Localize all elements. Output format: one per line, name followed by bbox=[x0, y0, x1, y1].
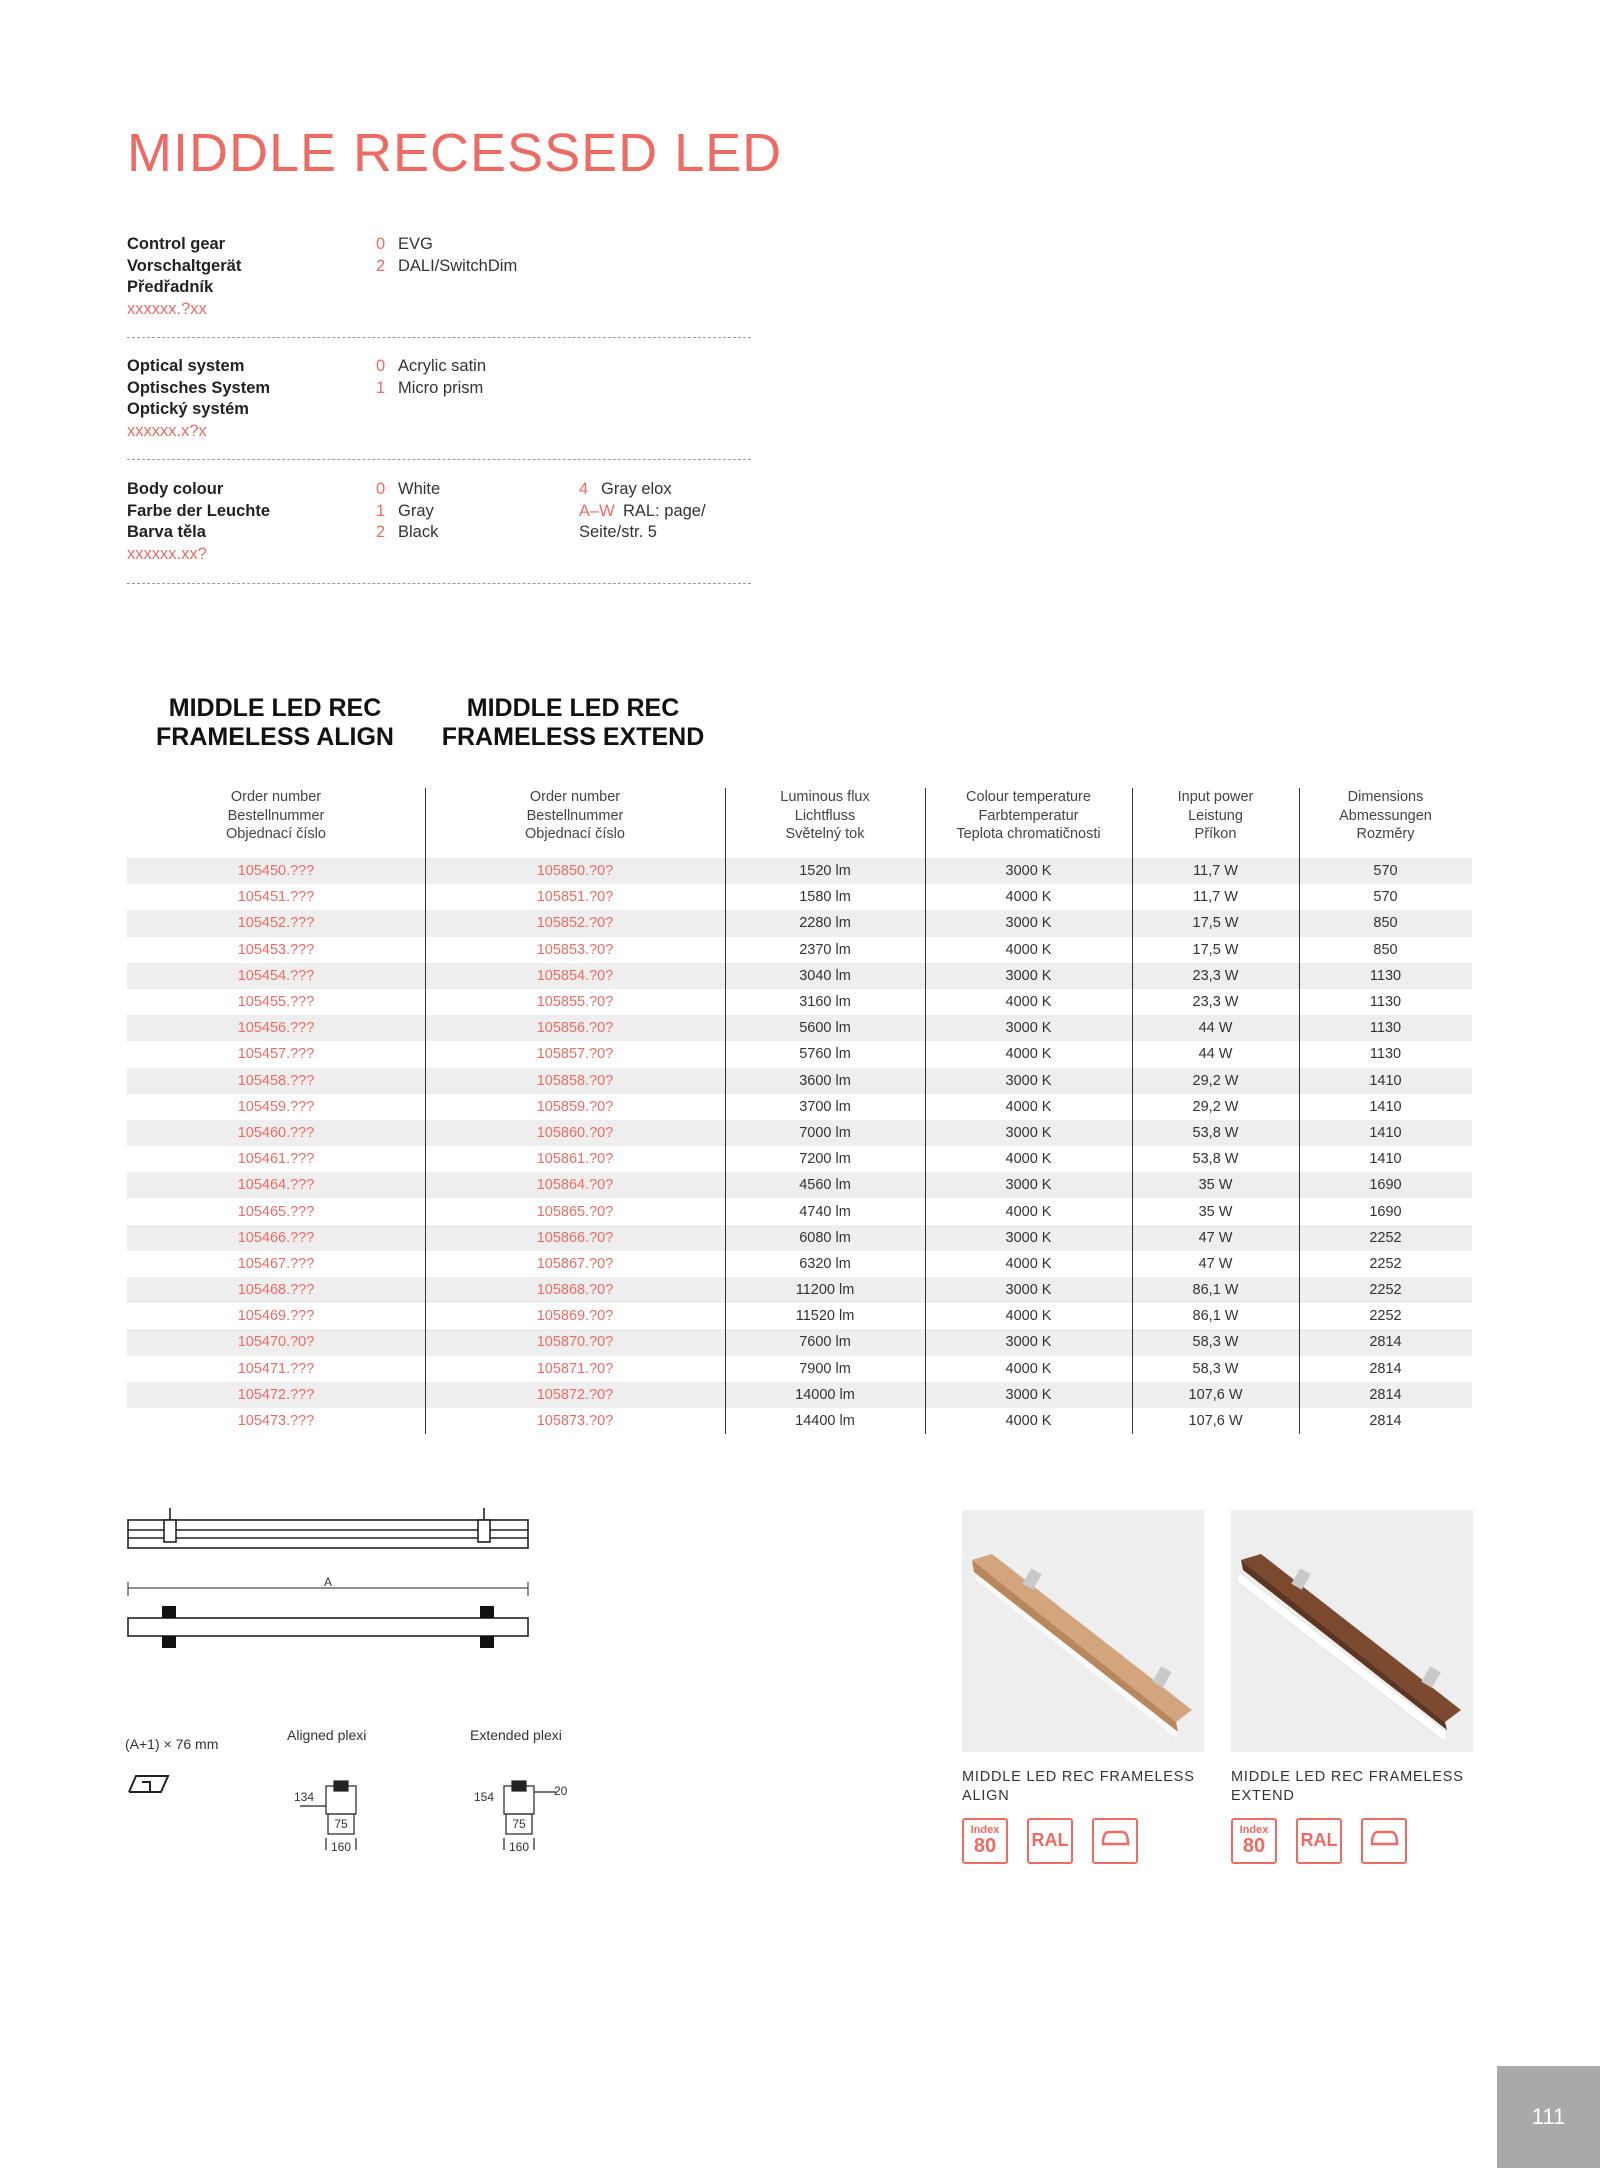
model-title-line: FRAMELESS EXTEND bbox=[441, 723, 705, 751]
column-header-line: Objednací číslo bbox=[226, 826, 326, 842]
column-header bbox=[1299, 788, 1472, 858]
order-number-cell: 105460.??? bbox=[237, 1124, 315, 1141]
table-cell: 4740 lm bbox=[799, 1203, 851, 1220]
column-header-line: Příkon bbox=[1194, 826, 1237, 842]
table-cell: 1580 lm bbox=[799, 889, 851, 906]
table-cell: 1410 bbox=[1369, 1124, 1402, 1141]
model-title-line: MIDDLE LED REC bbox=[466, 694, 680, 722]
table-cell: 570 bbox=[1373, 889, 1398, 906]
table-row bbox=[127, 1094, 1472, 1120]
body-colour-options bbox=[376, 479, 440, 544]
option-number: 1 bbox=[376, 501, 386, 520]
table-cell: 29,2 W bbox=[1192, 1072, 1239, 1089]
column-header-line: Colour temperature bbox=[966, 789, 1091, 805]
table-cell: 58,3 W bbox=[1192, 1334, 1239, 1351]
order-number-cell: 105459.??? bbox=[237, 1098, 315, 1115]
table-cell: 4000 K bbox=[1005, 1413, 1052, 1430]
table-cell: 17,5 W bbox=[1192, 915, 1239, 932]
table-cell: 11200 lm bbox=[795, 1282, 855, 1299]
option-item bbox=[376, 234, 517, 256]
optical-label-cz: Optický systém bbox=[127, 400, 249, 418]
option-text: Gray elox bbox=[601, 480, 672, 498]
option-text: Micro prism bbox=[398, 378, 484, 397]
optical-system-block bbox=[127, 356, 751, 460]
order-number-cell: 105867.?0? bbox=[536, 1255, 614, 1272]
product-name-line: ALIGN bbox=[962, 1788, 1010, 1804]
column-divider bbox=[1132, 788, 1133, 1434]
table-cell: 2280 lm bbox=[799, 915, 851, 932]
table-cell: 23,3 W bbox=[1192, 967, 1239, 984]
body-colour-code: xxxxxx.xx? bbox=[127, 544, 207, 563]
table-cell: 7000 lm bbox=[799, 1124, 851, 1141]
column-header-line: Leistung bbox=[1188, 807, 1243, 824]
column-header-line: Rozměry bbox=[1356, 826, 1415, 842]
column-header-line: Luminous flux bbox=[780, 789, 870, 805]
order-number-cell: 105464.??? bbox=[237, 1177, 315, 1194]
option-item bbox=[579, 501, 706, 523]
table-row bbox=[127, 1408, 1472, 1434]
table-cell: 4000 K bbox=[1005, 1255, 1052, 1272]
order-number-cell: 105856.?0? bbox=[536, 1020, 614, 1037]
table-cell: 3000 K bbox=[1005, 1229, 1052, 1246]
table-row bbox=[127, 1225, 1472, 1251]
option-number: 1 bbox=[376, 378, 386, 397]
control-gear-labels bbox=[127, 234, 241, 320]
extended-plexi-label: Extended plexi bbox=[470, 1727, 562, 1743]
control-gear-options bbox=[376, 234, 517, 277]
table-cell: 6080 lm bbox=[799, 1229, 851, 1246]
column-divider bbox=[725, 788, 726, 1434]
order-number-cell: 105871.?0? bbox=[536, 1360, 614, 1377]
column-header-line: Bestellnummer bbox=[227, 807, 325, 824]
dim-label: 160 bbox=[330, 1840, 352, 1854]
option-item bbox=[376, 256, 517, 278]
dim-label: 134 bbox=[294, 1790, 315, 1804]
product-table bbox=[127, 788, 1472, 1434]
column-header bbox=[1132, 788, 1299, 858]
badge-small-text: Index bbox=[1239, 1824, 1269, 1836]
option-text: Seite/str. 5 bbox=[579, 523, 657, 541]
order-number-cell: 105854.?0? bbox=[536, 967, 614, 984]
table-cell: 14400 lm bbox=[795, 1413, 855, 1430]
model-title-line: MIDDLE LED REC bbox=[168, 694, 382, 722]
order-number-cell: 105868.?0? bbox=[536, 1282, 614, 1299]
column-header-line: Dimensions bbox=[1347, 789, 1424, 805]
model-title-extend bbox=[430, 694, 716, 752]
badge-ral-text: RAL bbox=[1300, 1830, 1338, 1850]
body-colour-options-2 bbox=[579, 479, 706, 544]
column-header-line: Abmessungen bbox=[1339, 807, 1432, 824]
option-text: Acrylic satin bbox=[398, 357, 487, 375]
table-cell: 44 W bbox=[1198, 1046, 1233, 1063]
table-cell: 4000 K bbox=[1005, 1098, 1052, 1115]
body-colour-label-en: Body colour bbox=[127, 480, 224, 498]
option-item bbox=[376, 501, 440, 523]
body-colour-block bbox=[127, 479, 751, 584]
dim-label: 160 bbox=[508, 1840, 530, 1854]
table-cell: 2252 bbox=[1369, 1229, 1402, 1246]
order-number-cell: 105471.??? bbox=[237, 1360, 315, 1377]
table-cell: 4000 K bbox=[1005, 889, 1052, 906]
table-row bbox=[127, 884, 1472, 910]
cri-index-icon bbox=[962, 1818, 1008, 1864]
column-header bbox=[425, 788, 725, 858]
table-header bbox=[127, 788, 1472, 858]
option-text: RAL: page/ bbox=[623, 501, 706, 520]
order-number-cell: 105461.??? bbox=[237, 1151, 315, 1168]
order-number-cell: 105467.??? bbox=[237, 1255, 315, 1272]
table-row bbox=[127, 1382, 1472, 1408]
option-text: EVG bbox=[398, 235, 433, 253]
badge-big-text: 80 bbox=[1242, 1835, 1266, 1857]
table-cell: 35 W bbox=[1198, 1203, 1233, 1220]
option-text: White bbox=[398, 480, 441, 498]
badge-ral-text: RAL bbox=[1031, 1830, 1069, 1850]
option-item bbox=[376, 479, 440, 501]
table-row bbox=[127, 1172, 1472, 1198]
order-number-cell: 105455.??? bbox=[237, 994, 315, 1011]
product-name-line: MIDDLE LED REC FRAMELESS bbox=[962, 1769, 1195, 1785]
column-header bbox=[725, 788, 925, 858]
model-title-line: FRAMELESS ALIGN bbox=[156, 723, 394, 751]
order-number-cell: 105454.??? bbox=[237, 967, 315, 984]
table-cell: 3700 lm bbox=[799, 1098, 851, 1115]
table-cell: 5600 lm bbox=[799, 1020, 851, 1037]
product-name-extend bbox=[1231, 1768, 1464, 1806]
table-cell: 35 W bbox=[1198, 1177, 1233, 1194]
table-row bbox=[127, 963, 1472, 989]
table-cell: 4000 K bbox=[1005, 1203, 1052, 1220]
table-cell: 2814 bbox=[1369, 1386, 1402, 1403]
table-cell: 29,2 W bbox=[1192, 1098, 1239, 1115]
order-number-cell: 105873.?0? bbox=[536, 1413, 614, 1430]
column-header-line: Order number bbox=[230, 789, 322, 805]
column-header-line: Farbtemperatur bbox=[978, 807, 1079, 824]
table-cell: 53,8 W bbox=[1192, 1151, 1239, 1168]
order-number-cell: 105468.??? bbox=[237, 1282, 315, 1299]
table-cell: 3000 K bbox=[1005, 915, 1052, 932]
order-number-cell: 105860.?0? bbox=[536, 1124, 614, 1141]
table-body bbox=[127, 858, 1472, 1434]
table-cell: 3000 K bbox=[1005, 1334, 1052, 1351]
table-cell: 58,3 W bbox=[1192, 1360, 1239, 1377]
order-number-cell: 105470.?0? bbox=[237, 1334, 315, 1351]
control-gear-block bbox=[127, 234, 751, 338]
order-number-cell: 105869.?0? bbox=[536, 1308, 614, 1325]
control-gear-code: xxxxxx.?xx bbox=[127, 299, 207, 318]
table-cell: 2252 bbox=[1369, 1282, 1402, 1299]
order-number-cell: 105458.??? bbox=[237, 1072, 315, 1089]
body-colour-labels bbox=[127, 479, 270, 565]
table-cell: 53,8 W bbox=[1192, 1124, 1239, 1141]
table-cell: 3000 K bbox=[1005, 1386, 1052, 1403]
extended-plexi-section bbox=[470, 1778, 580, 1858]
dimension-a-label: A bbox=[323, 1575, 333, 1589]
table-cell: 5760 lm bbox=[799, 1046, 851, 1063]
order-number-cell: 105872.?0? bbox=[536, 1386, 614, 1403]
control-gear-label-en: Control gear bbox=[127, 235, 226, 253]
table-row bbox=[127, 1015, 1472, 1041]
table-row bbox=[127, 989, 1472, 1015]
optical-options bbox=[376, 356, 486, 399]
order-number-cell: 105466.??? bbox=[237, 1229, 315, 1246]
product-photo-extend bbox=[1231, 1510, 1473, 1752]
badge-small-text: Index bbox=[970, 1824, 1000, 1836]
order-number-cell: 105469.??? bbox=[237, 1308, 315, 1325]
order-number-cell: 105472.??? bbox=[237, 1386, 315, 1403]
table-cell: 4560 lm bbox=[799, 1177, 851, 1194]
option-number: A–W bbox=[579, 501, 615, 520]
order-number-cell: 105859.?0? bbox=[536, 1098, 614, 1115]
table-cell: 3040 lm bbox=[799, 967, 851, 984]
table-row bbox=[127, 1146, 1472, 1172]
table-cell: 2814 bbox=[1369, 1360, 1402, 1377]
table-cell: 14000 lm bbox=[795, 1386, 855, 1403]
cri-index-icon bbox=[1231, 1818, 1277, 1864]
cutout-icon bbox=[126, 1770, 172, 1798]
order-number-cell: 105853.?0? bbox=[536, 941, 614, 958]
option-number: 0 bbox=[376, 480, 386, 498]
table-cell: 1410 bbox=[1369, 1098, 1402, 1115]
table-cell: 23,3 W bbox=[1192, 994, 1239, 1011]
table-cell: 4000 K bbox=[1005, 1308, 1052, 1325]
option-text: Black bbox=[398, 523, 439, 541]
order-number-cell: 105473.??? bbox=[237, 1413, 315, 1430]
product-photo-align bbox=[962, 1510, 1204, 1752]
table-cell: 4000 K bbox=[1005, 1046, 1052, 1063]
table-row bbox=[127, 1251, 1472, 1277]
table-row bbox=[127, 1277, 1472, 1303]
optical-code: xxxxxx.x?x bbox=[127, 421, 207, 440]
ral-icon bbox=[1027, 1818, 1073, 1864]
option-item bbox=[376, 378, 486, 400]
column-header-line: Lichtfluss bbox=[794, 807, 856, 824]
table-cell: 3000 K bbox=[1005, 863, 1052, 880]
table-cell: 2814 bbox=[1369, 1413, 1402, 1430]
recessed-mount-icon bbox=[1361, 1818, 1407, 1864]
table-row bbox=[127, 1198, 1472, 1224]
page-title: MIDDLE RECESSED LED bbox=[127, 123, 783, 183]
table-cell: 1410 bbox=[1369, 1072, 1402, 1089]
body-colour-label-de: Farbe der Leuchte bbox=[127, 501, 271, 520]
control-gear-label-de: Vorschaltgerät bbox=[127, 256, 242, 275]
order-number-cell: 105465.??? bbox=[237, 1203, 315, 1220]
table-cell: 4000 K bbox=[1005, 1360, 1052, 1377]
order-number-cell: 105451.??? bbox=[237, 889, 315, 906]
table-cell: 7900 lm bbox=[799, 1360, 851, 1377]
table-cell: 4000 K bbox=[1005, 941, 1052, 958]
order-number-cell: 105857.?0? bbox=[536, 1046, 614, 1063]
column-divider bbox=[425, 788, 426, 1434]
table-cell: 1690 bbox=[1369, 1203, 1402, 1220]
dim-label: 75 bbox=[334, 1817, 348, 1831]
table-cell: 4000 K bbox=[1005, 1151, 1052, 1168]
column-divider bbox=[1299, 788, 1300, 1434]
table-cell: 850 bbox=[1373, 915, 1398, 932]
table-cell: 86,1 W bbox=[1192, 1282, 1239, 1299]
table-cell: 107,6 W bbox=[1188, 1413, 1243, 1430]
table-cell: 4000 K bbox=[1005, 994, 1052, 1011]
product-name-line: MIDDLE LED REC FRAMELESS bbox=[1231, 1769, 1464, 1785]
table-cell: 1130 bbox=[1369, 994, 1402, 1011]
table-cell: 47 W bbox=[1198, 1229, 1233, 1246]
table-row bbox=[127, 937, 1472, 963]
order-number-cell: 105864.?0? bbox=[536, 1177, 614, 1194]
table-cell: 850 bbox=[1373, 941, 1398, 958]
option-number: 2 bbox=[376, 256, 386, 275]
table-cell: 2814 bbox=[1369, 1334, 1402, 1351]
table-cell: 3000 K bbox=[1005, 1072, 1052, 1089]
table-cell: 1690 bbox=[1369, 1177, 1402, 1194]
option-item bbox=[579, 479, 706, 501]
product-name-align bbox=[962, 1768, 1195, 1806]
order-number-cell: 105851.?0? bbox=[536, 889, 614, 906]
control-gear-label-cz: Předřadník bbox=[127, 278, 214, 296]
ral-icon bbox=[1296, 1818, 1342, 1864]
column-divider bbox=[925, 788, 926, 1434]
table-cell: 44 W bbox=[1198, 1020, 1233, 1037]
order-number-cell: 105866.?0? bbox=[536, 1229, 614, 1246]
dim-label: 75 bbox=[512, 1817, 526, 1831]
table-cell: 11,7 W bbox=[1193, 863, 1238, 880]
table-row bbox=[127, 910, 1472, 936]
table-cell: 3160 lm bbox=[799, 994, 851, 1011]
aligned-plexi-label: Aligned plexi bbox=[287, 1727, 367, 1743]
table-cell: 3600 lm bbox=[799, 1072, 851, 1089]
optical-label-de: Optisches System bbox=[127, 378, 271, 397]
order-number-cell: 105861.?0? bbox=[536, 1151, 614, 1168]
column-header-line: Světelný tok bbox=[785, 826, 865, 842]
order-number-cell: 105855.?0? bbox=[536, 994, 614, 1011]
table-row bbox=[127, 1068, 1472, 1094]
table-row bbox=[127, 1356, 1472, 1382]
option-item bbox=[579, 522, 706, 544]
dim-label: 154 bbox=[474, 1790, 495, 1804]
body-colour-label-cz: Barva těla bbox=[127, 523, 206, 541]
order-number-cell: 105865.?0? bbox=[536, 1203, 614, 1220]
table-cell: 6320 lm bbox=[799, 1255, 851, 1272]
table-cell: 7600 lm bbox=[799, 1334, 851, 1351]
option-number: 0 bbox=[376, 235, 386, 253]
table-row bbox=[127, 1303, 1472, 1329]
table-cell: 3000 K bbox=[1005, 967, 1052, 984]
table-cell: 570 bbox=[1373, 863, 1398, 880]
table-row bbox=[127, 1041, 1472, 1067]
table-cell: 1520 lm bbox=[799, 863, 851, 880]
cutout-size-label: (A+1) × 76 mm bbox=[125, 1736, 219, 1752]
column-header-line: Order number bbox=[529, 789, 621, 805]
table-cell: 2252 bbox=[1369, 1255, 1402, 1272]
column-header-line: Objednací číslo bbox=[525, 826, 625, 842]
order-number-cell: 105456.??? bbox=[237, 1020, 315, 1037]
table-cell: 107,6 W bbox=[1188, 1386, 1243, 1403]
product-name-line: EXTEND bbox=[1231, 1788, 1295, 1804]
table-cell: 1130 bbox=[1369, 967, 1402, 984]
order-number-cell: 105858.?0? bbox=[536, 1072, 614, 1089]
table-cell: 2370 lm bbox=[799, 941, 851, 958]
model-title-align bbox=[150, 694, 400, 752]
option-text: Gray bbox=[398, 501, 434, 520]
table-cell: 1130 bbox=[1369, 1020, 1402, 1037]
table-row bbox=[127, 858, 1472, 884]
order-number-cell: 105453.??? bbox=[237, 941, 315, 958]
table-cell: 1130 bbox=[1369, 1046, 1402, 1063]
table-cell: 7200 lm bbox=[799, 1151, 851, 1168]
column-header bbox=[925, 788, 1132, 858]
side-view-drawing bbox=[120, 1500, 540, 1660]
badge-big-text: 80 bbox=[973, 1835, 997, 1857]
table-cell: 47 W bbox=[1198, 1255, 1233, 1272]
table-cell: 11,7 W bbox=[1193, 889, 1238, 906]
order-number-cell: 105452.??? bbox=[237, 915, 315, 932]
option-text: DALI/SwitchDim bbox=[398, 256, 518, 275]
page-number: 111 bbox=[1497, 2066, 1600, 2168]
column-header-line: Teplota chromatičnosti bbox=[956, 826, 1101, 842]
optical-labels bbox=[127, 356, 270, 442]
table-cell: 3000 K bbox=[1005, 1020, 1052, 1037]
order-number-cell: 105852.?0? bbox=[536, 915, 614, 932]
table-cell: 2252 bbox=[1369, 1308, 1402, 1325]
option-number: 4 bbox=[579, 480, 589, 498]
option-item bbox=[376, 356, 486, 378]
table-cell: 3000 K bbox=[1005, 1124, 1052, 1141]
dim-label: 20 bbox=[554, 1784, 568, 1798]
column-header-line: Input power bbox=[1177, 789, 1254, 805]
table-cell: 86,1 W bbox=[1192, 1308, 1239, 1325]
column-header bbox=[127, 788, 425, 858]
table-row bbox=[127, 1329, 1472, 1355]
option-item bbox=[376, 522, 440, 544]
optical-label-en: Optical system bbox=[127, 357, 245, 375]
column-header-line: Bestellnummer bbox=[526, 807, 624, 824]
order-number-cell: 105450.??? bbox=[237, 863, 315, 880]
recessed-mount-icon bbox=[1092, 1818, 1138, 1864]
order-number-cell: 105850.?0? bbox=[536, 863, 614, 880]
table-cell: 1410 bbox=[1369, 1151, 1402, 1168]
table-cell: 3000 K bbox=[1005, 1282, 1052, 1299]
option-number: 0 bbox=[376, 357, 386, 375]
table-cell: 17,5 W bbox=[1192, 941, 1239, 958]
table-cell: 3000 K bbox=[1005, 1177, 1052, 1194]
table-cell: 11520 lm bbox=[795, 1308, 855, 1325]
order-number-cell: 105870.?0? bbox=[536, 1334, 614, 1351]
option-number: 2 bbox=[376, 523, 386, 541]
table-row bbox=[127, 1120, 1472, 1146]
order-number-cell: 105457.??? bbox=[237, 1046, 315, 1063]
aligned-plexi-section bbox=[290, 1778, 390, 1858]
